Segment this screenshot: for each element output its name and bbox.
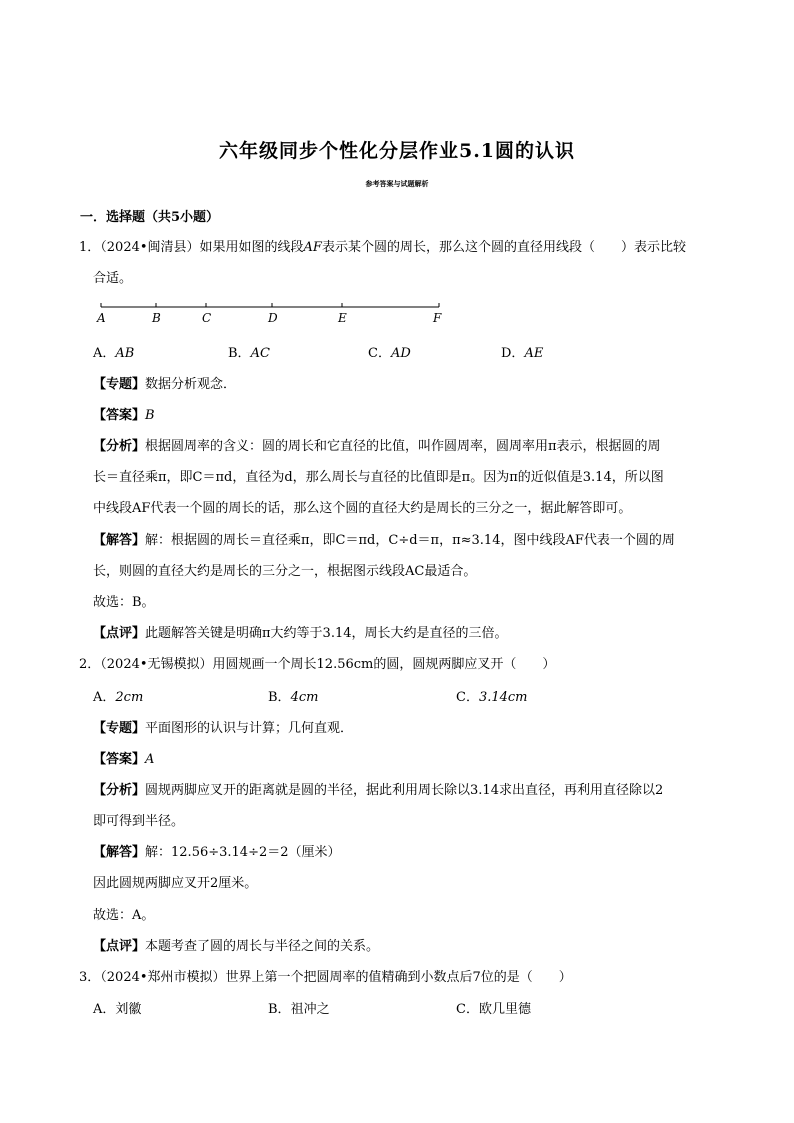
q2-solution-line1: 【解答】解：12.56÷3.14÷2＝2（厘米） — [93, 845, 341, 860]
q1-solution-line1: 【解答】解：根据圆的周长＝直径乘π，即C＝πd，C÷d＝π，π≈3.14，图中线段AF代表一个圆的周 — [93, 533, 675, 548]
q1-segment-figure — [97, 299, 445, 329]
q1-analysis-line1: 【分析】根据圆周率的含义：圆的周长和它直径的比值，叫作圆周率，圆周率用π表示，根据圆的周 — [93, 439, 661, 454]
q2-solution-line2: 因此圆规两脚应叉开2厘米。 — [93, 876, 258, 891]
page-subtitle: 参考答案与试题解析 — [365, 179, 429, 188]
q2-analysis-line1: 【分析】圆规两脚应叉开的距离就是圆的半径，据此利用周长除以3.14求出直径，再利用直径除以2 — [93, 783, 664, 798]
q3-option-b: B．祖冲之 — [268, 1002, 330, 1017]
q3-option-a: A．刘徽 — [93, 1002, 142, 1017]
q2-option-b: B．4cm — [268, 690, 319, 705]
q1-topic: 【专题】数据分析观念． — [93, 377, 237, 392]
q1-solution-line2: 长，则圆的直径大约是周长的三分之一，根据图示线段AC最适合。 — [93, 564, 477, 579]
section-heading: 一．选择题（共5小题） — [80, 210, 220, 225]
point-label-f: F — [433, 311, 442, 325]
point-label-d: D — [268, 311, 278, 325]
q1-stem-line1: 1．（2024•闽清县）如果用如图的线段AF表示某个圆的周长，那么这个圆的直径用线段（ ）表示比较 — [79, 240, 686, 255]
q1-option-a: A．AB — [93, 346, 135, 361]
q2-stem: 2．（2024•无锡模拟）用圆规画一个周长12.56cm的圆，圆规两脚应叉开（ ） — [79, 657, 556, 672]
page-title: 六年级同步个性化分层作业5.1圆的认识 — [218, 140, 576, 162]
q2-choice: 故选：A。 — [93, 908, 155, 923]
point-label-e: E — [338, 311, 347, 325]
q1-analysis-line2: 长＝直径乘π，即C＝πd，直径为d，那么周长与直径的比值即是π。因为π的近似值是3.14，所以图 — [93, 470, 664, 485]
q1-option-d: D．AE — [501, 346, 544, 361]
point-label-b: B — [152, 311, 161, 325]
q1-option-b: B．AC — [228, 346, 270, 361]
point-label-a: A — [97, 311, 106, 325]
q2-option-c: C．3.14cm — [456, 690, 528, 705]
q1-comment: 【点评】此题解答关键是明确π大约等于3.14，周长大约是直径的三倍。 — [93, 626, 508, 641]
q1-option-c: C．AD — [368, 346, 411, 361]
q3-option-c: C．欧几里德 — [456, 1002, 531, 1017]
point-label-c: C — [202, 311, 212, 325]
q1-stem-line2: 合适。 — [93, 271, 133, 286]
q3-stem: 3．（2024•郑州市模拟）世界上第一个把圆周率的值精确到小数点后7位的是（ ） — [79, 970, 572, 985]
q2-topic: 【专题】平面图形的认识与计算；几何直观． — [93, 721, 354, 736]
q2-answer: 【答案】A — [93, 752, 155, 767]
q1-choice: 故选：B。 — [93, 595, 155, 610]
q2-comment: 【点评】本题考查了圆的周长与半径之间的关系。 — [93, 939, 380, 954]
q2-option-a: A．2cm — [93, 690, 144, 705]
q1-analysis-line3: 中线段AF代表一个圆的周长的话，那么这个圆的直径大约是周长的三分之一，据此解答即可。 — [93, 501, 632, 516]
q2-analysis-line2: 即可得到半径。 — [93, 814, 185, 829]
q1-answer: 【答案】B — [93, 408, 155, 423]
